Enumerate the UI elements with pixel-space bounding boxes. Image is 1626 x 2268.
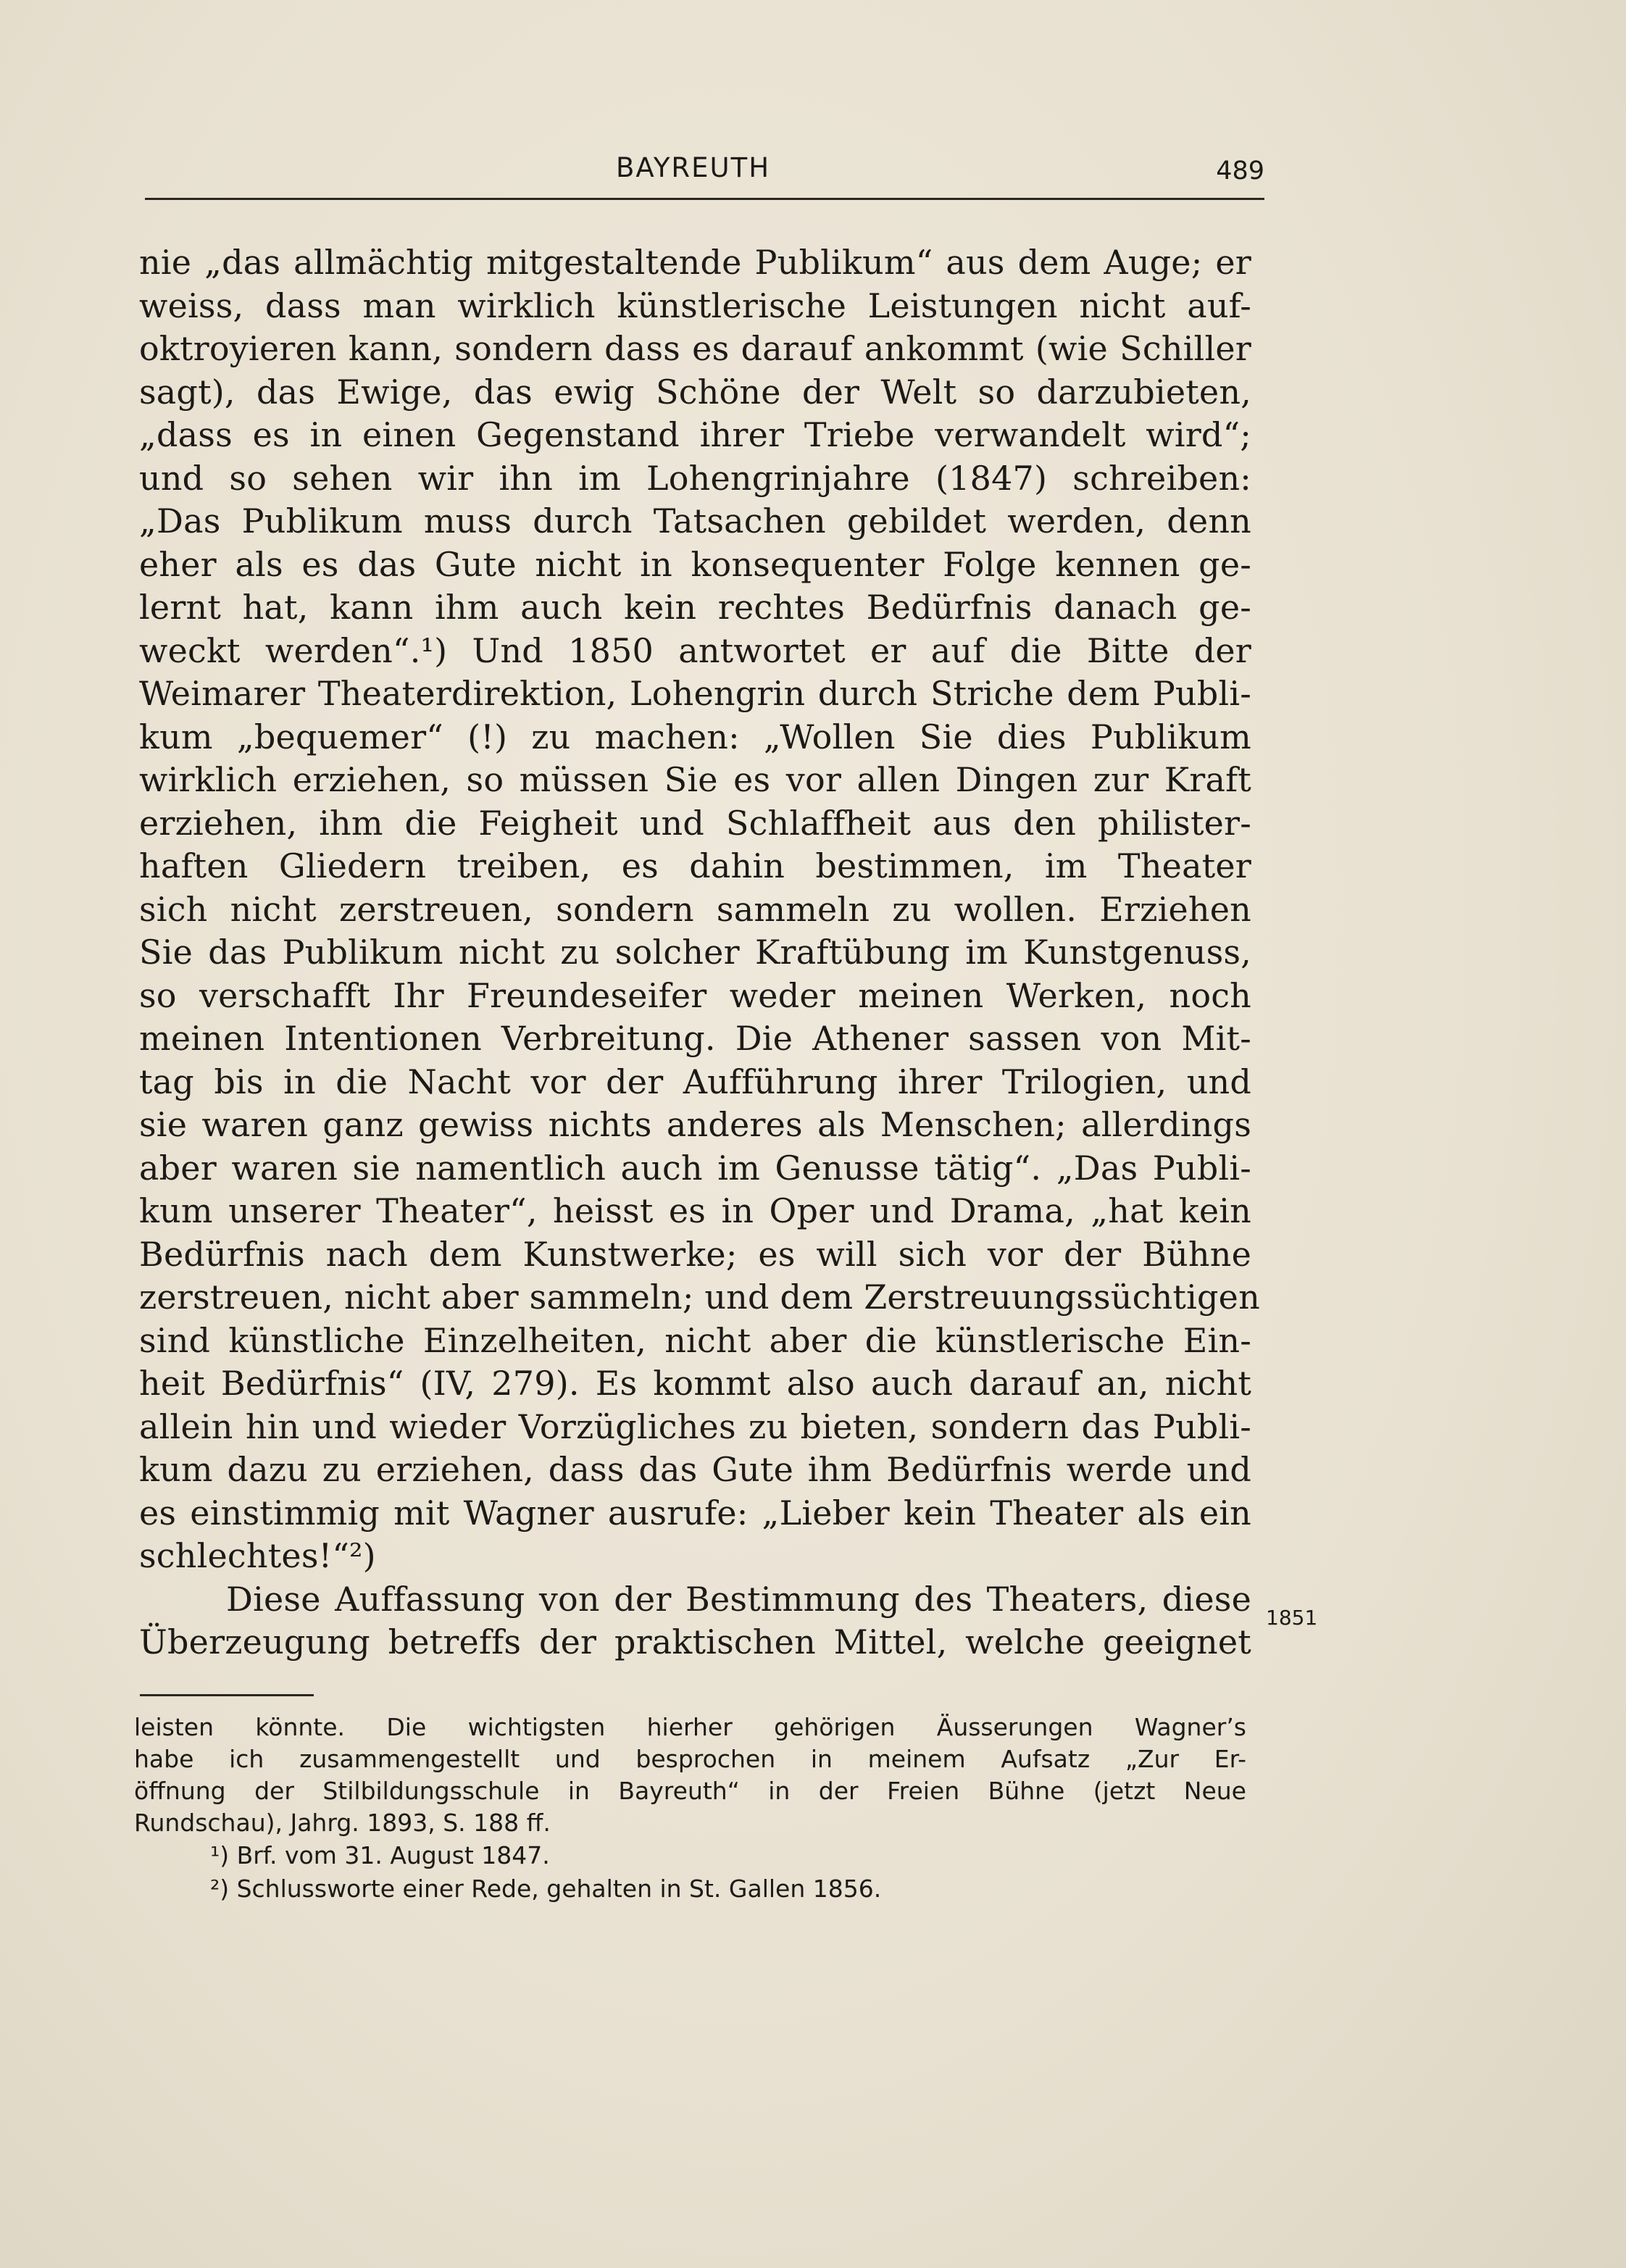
text-line: Sie das Publikum nicht zu solcher Kraftübung im Kunstgenuss, [139, 933, 1251, 972]
text-line: kum „bequemer“ (!) zu machen: „Wollen Sie dies Publikum [139, 717, 1251, 756]
text-line: meinen Intentionen Verbreitung. Die Athener sassen von Mit- [139, 1019, 1251, 1058]
text-line: weckt werden“.¹) Und 1850 antwortet er auf die Bitte der [139, 630, 1251, 670]
running-header [145, 152, 1264, 196]
text-line: „Das Publikum muss durch Tatsachen gebildet werden, denn [139, 501, 1251, 541]
footnote-line: habe ich zusammengestellt und besprochen in meinem Aufsatz „Zur Er- [134, 1745, 1246, 1773]
running-title: BAYREUTH [616, 152, 771, 183]
text-line: heit Bedürfnis“ (IV, 279). Es kommt also auch darauf an, nicht [139, 1364, 1251, 1403]
text-line: sie waren ganz gewiss nichts anderes als Menschen; allerdings [139, 1105, 1251, 1144]
text-line: zerstreuen, nicht aber sammeln; und dem Zerstreuungssüchtigen [139, 1277, 1260, 1317]
text-line: schlechtes!“²) [139, 1536, 376, 1575]
text-line: weiss, dass man wirklich künstlerische Leistungen nicht auf- [139, 285, 1251, 325]
text-line: wirklich erziehen, so müssen Sie es vor allen Dingen zur Kraft [139, 760, 1251, 799]
footnote-rule [140, 1694, 314, 1696]
footnote-2: ²) Schlussworte einer Rede, gehalten in St. Gallen 1856. [210, 1875, 882, 1903]
text-line: Weimarer Theaterdirektion, Lohengrin durch Striche dem Publi- [139, 674, 1251, 713]
text-line: Überzeugung betreffs der praktischen Mittel, welche geeignet [139, 1622, 1251, 1662]
text-line: und so sehen wir ihn im Lohengrinjahre (1847) schreiben: [139, 458, 1251, 498]
text-line: eher als es das Gute nicht in konsequenter Folge kennen ge- [139, 544, 1251, 584]
text-line: tag bis in die Nacht vor der Aufführung ihrer Trilogien, und [139, 1062, 1251, 1101]
margin-year-note: 1851 [1266, 1606, 1318, 1630]
text-line: nie „das allmächtig mitgestaltende Publikum“ aus dem Auge; er [139, 243, 1251, 282]
text-line: haften Gliedern treiben, es dahin bestimmen, im Theater [139, 846, 1251, 885]
text-line: sind künstliche Einzelheiten, nicht aber die künstlerische Ein- [139, 1320, 1251, 1360]
text-line: lernt hat, kann ihm auch kein rechtes Bedürfnis danach ge- [139, 588, 1251, 627]
text-line: allein hin und wieder Vorzügliches zu bieten, sondern das Publi- [139, 1406, 1251, 1446]
text-line: so verschafft Ihr Freundeseifer weder meinen Werken, noch [139, 975, 1251, 1015]
body-text [139, 241, 1260, 1664]
header-rule [145, 198, 1264, 200]
text-line: es einstimmig mit Wagner ausrufe: „Lieber kein Theater als ein [139, 1493, 1251, 1533]
footnote-1: ¹) Brf. vom 31. August 1847. [210, 1841, 550, 1869]
text-line: kum dazu zu erziehen, dass das Gute ihm Bedürfnis werde und [139, 1450, 1251, 1489]
text-line: sich nicht zerstreuen, sondern sammeln zu wollen. Erziehen [139, 889, 1251, 929]
footnote-line: leisten könnte. Die wichtigsten hierher gehörigen Äusserungen Wagner’s [134, 1713, 1246, 1741]
paragraph-start-line: Diese Auffassung von der Bestimmung des Theaters, diese [226, 1579, 1251, 1619]
text-line: „dass es in einen Gegenstand ihrer Triebe verwandelt wird“; [139, 415, 1251, 454]
footnotes [134, 1712, 1246, 1906]
page-number: 489 [1216, 157, 1264, 185]
text-line: erziehen, ihm die Feigheit und Schlaffheit aus den philister- [139, 803, 1251, 843]
text-line: sagt), das Ewige, das ewig Schöne der Welt so darzubieten, [139, 372, 1251, 412]
footnote-line: Rundschau), Jahrg. 1893, S. 188 ff. [134, 1809, 551, 1837]
text-line: aber waren sie namentlich auch im Genusse tätig“. „Das Publi- [139, 1148, 1251, 1188]
text-line: oktroyieren kann, sondern dass es darauf ankommt (wie Schiller [139, 329, 1251, 368]
text-line: kum unserer Theater“, heisst es in Oper und Drama, „hat kein [139, 1191, 1251, 1230]
footnote-line: öffnung der Stilbildungsschule in Bayreuth“ in der Freien Bühne (jetzt Neue [134, 1777, 1246, 1805]
text-line: Bedürfnis nach dem Kunstwerke; es will sich vor der Bühne [139, 1234, 1251, 1274]
